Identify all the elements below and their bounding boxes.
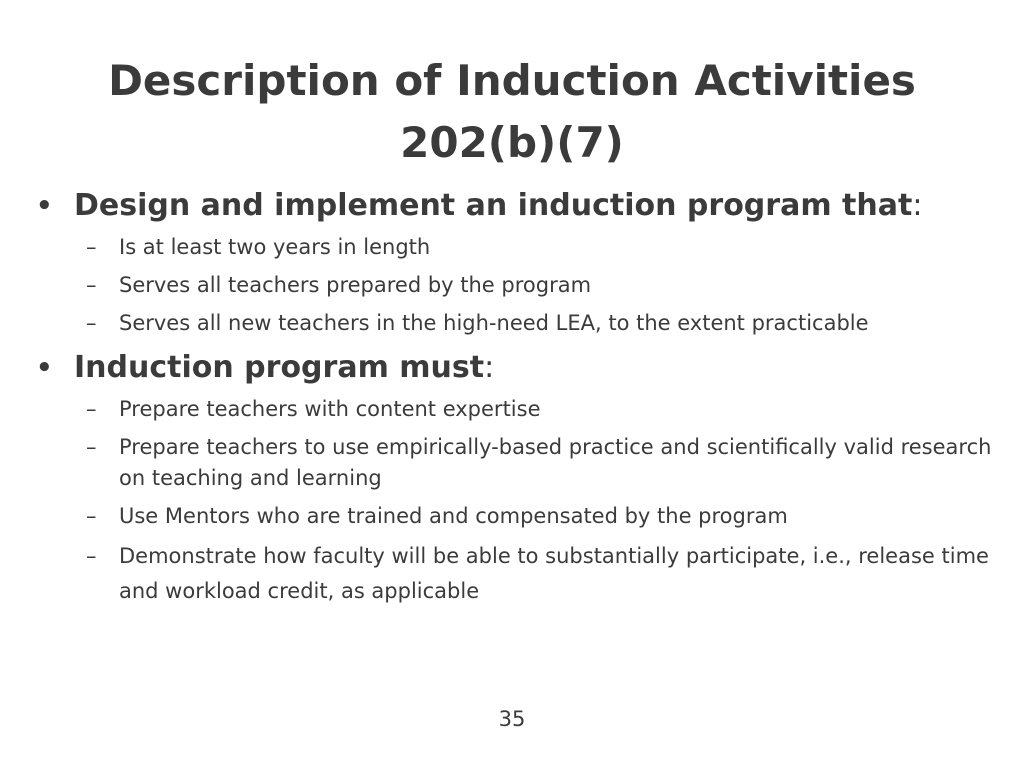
sub-item bbox=[36, 232, 996, 263]
sub-item-text: Demonstrate how faculty will be able to substantially participate, i.e., release time and workload credit, as applicable bbox=[119, 544, 989, 603]
sub-item bbox=[36, 539, 996, 609]
sub-item-text: Use Mentors who are trained and compensated by the program bbox=[119, 504, 788, 528]
page-number: 35 bbox=[498, 707, 526, 731]
sub-item-text: Serves all new teachers in the high-need LEA, to the extent practicable bbox=[119, 311, 869, 335]
bullet-induction-must bbox=[36, 346, 996, 390]
sub-item-text: Prepare teachers with content expertise bbox=[119, 397, 541, 421]
slide-title bbox=[0, 50, 1024, 174]
dash-icon: – bbox=[86, 435, 97, 459]
sub-item-text: Is at least two years in length bbox=[119, 235, 431, 259]
sub-item-text: Serves all teachers prepared by the program bbox=[119, 273, 592, 297]
bullet-dot-icon: • bbox=[36, 353, 53, 383]
bullet-colon: : bbox=[912, 188, 923, 223]
sub-item bbox=[36, 394, 996, 425]
title-line-1: Description of Induction Activities bbox=[108, 56, 916, 105]
dash-icon: – bbox=[86, 544, 97, 568]
dash-icon: – bbox=[86, 504, 97, 528]
sub-item bbox=[36, 270, 996, 301]
dash-icon: – bbox=[86, 235, 97, 259]
slide-content bbox=[36, 184, 996, 609]
bullet-design-program bbox=[36, 184, 996, 228]
bullet-text: Induction program must bbox=[74, 350, 485, 385]
bullet-dot-icon: • bbox=[36, 191, 53, 221]
dash-icon: – bbox=[86, 311, 97, 335]
dash-icon: – bbox=[86, 273, 97, 297]
bullet-text: Design and implement an induction program that bbox=[74, 188, 913, 223]
bullet-colon: : bbox=[484, 350, 495, 385]
sub-item-text: Prepare teachers to use empirically-based practice and scientifically valid research on teaching and learning bbox=[119, 435, 992, 490]
sub-item bbox=[36, 308, 996, 339]
sub-item bbox=[36, 501, 996, 532]
dash-icon: – bbox=[86, 397, 97, 421]
title-line-2: 202(b)(7) bbox=[400, 118, 624, 167]
sub-item bbox=[36, 432, 996, 494]
